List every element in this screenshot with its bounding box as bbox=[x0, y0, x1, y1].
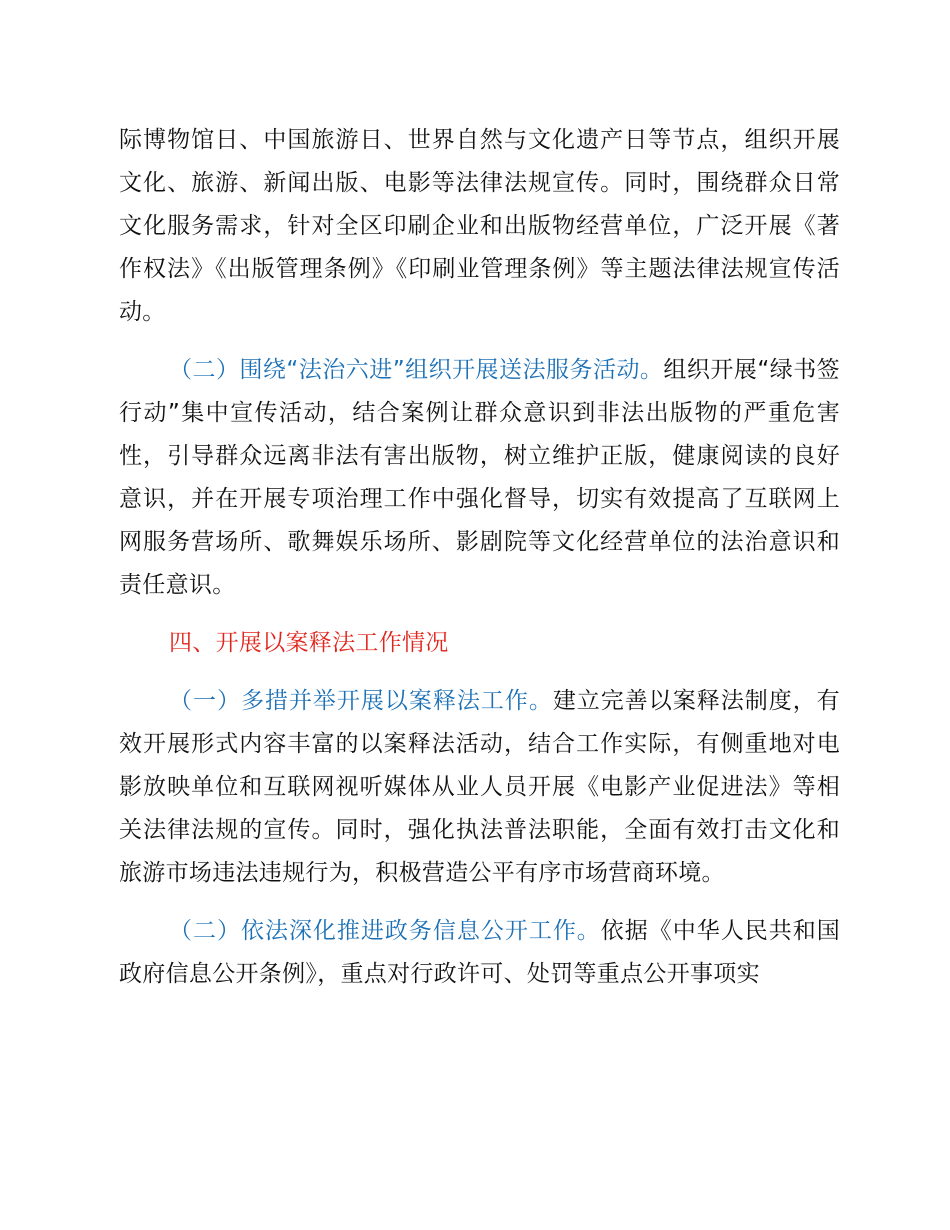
subheading-inline: （二）围绕“法治六进”组织开展送法服务活动。 bbox=[169, 357, 664, 383]
section-heading: 四、开展以案释法工作情况 bbox=[169, 630, 449, 656]
paragraph-text: 际博物馆日、中国旅游日、世界自然与文化遗产日等节点，组织开展文化、旅游、新闻出版、电影等法律法规宣传。同时，围绕群众日常文化服务需求，针对全区印刷企业和出版物经营单位，广泛开展《著作权法》《出版管理条例》《印刷业管理条例》等主题法律法规宣传活动。 bbox=[119, 127, 840, 325]
paragraph-section-2 bbox=[119, 349, 840, 607]
paragraph-continuation bbox=[119, 119, 840, 334]
subheading-inline: （一）多措并举开展以案释法工作。 bbox=[169, 688, 553, 714]
paragraph-case-law-1 bbox=[119, 680, 840, 895]
paragraph-case-law-2 bbox=[119, 910, 840, 996]
subheading-inline: （二）依法深化推进政务信息公开工作。 bbox=[169, 918, 601, 944]
paragraph-text: 建立完善以案释法制度，有效开展形式内容丰富的以案释法活动，结合工作实际，有侧重地对电影放映单位和互联网视听媒体从业人员开展《电影产业促进法》等相关法律法规的宣传。同时，强化执法普法职能，全面有效打击文化和旅游市场违法违规行为，积极营造公平有序市场营商环境。 bbox=[119, 688, 840, 886]
paragraph-text: 组织开展“绿书签行动”集中宣传活动，结合案例让群众意识到非法出版物的严重危害性，引导群众远离非法有害出版物，树立维护正版，健康阅读的良好意识，并在开展专项治理工作中强化督导，切实有效提高了互联网上网服务营场所、歌舞娱乐场所、影剧院等文化经营单位的法治意识和责任意识。 bbox=[119, 357, 840, 598]
document-body bbox=[119, 119, 840, 1011]
paragraph-text: 依据《中华人民共和国政府信息公开条例》，重点对行政许可、处罚等重点公开事项实 bbox=[119, 918, 840, 987]
